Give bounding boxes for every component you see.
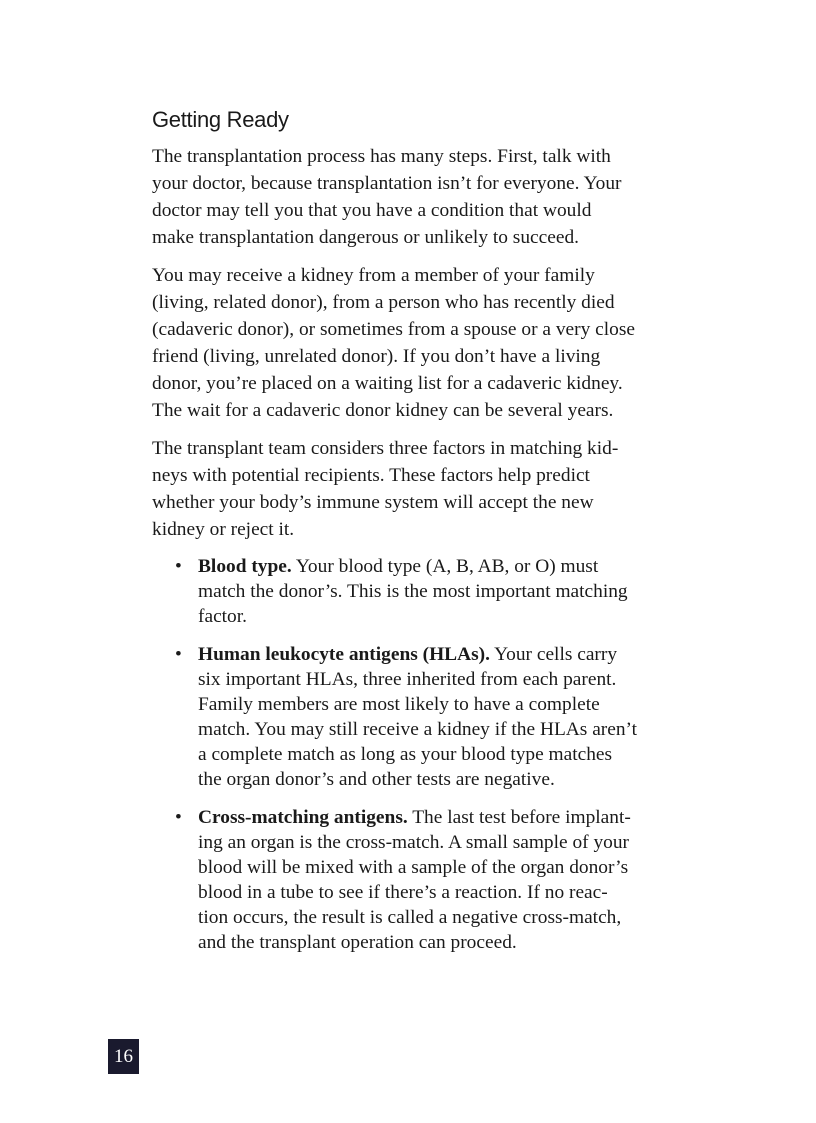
- paragraph-intro: The transplantation process has many steps. First, talk with your doctor, because transplantation isn’t for everyone. Your doctor may tell you that you have a condition that would make transplantation dangerous or unlikely to succeed.: [152, 146, 622, 248]
- page-number-badge: 16: [108, 1039, 139, 1074]
- paragraph-factors: The transplant team considers three factors in matching kid- neys with potential recipients. These factors help predict whether your body’s immune system will accept the new kidney or reject it.: [152, 438, 619, 540]
- term-cross-matching: Cross-matching antigens.: [198, 807, 408, 828]
- matching-factors-list: [152, 554, 672, 955]
- list-item-hla: [175, 642, 672, 792]
- text-blood-type: Your blood type (A, B, AB, or O) must match the donor’s. This is the most important matching factor.: [198, 556, 628, 627]
- section-heading: Getting Ready: [152, 107, 289, 132]
- bullet-icon: •: [175, 644, 182, 665]
- list-item-blood-type: [175, 554, 672, 629]
- paragraph-donors: You may receive a kidney from a member of your family (living, related donor), from a person who has recently died (cadaveric donor), or sometimes from a spouse or a very close friend (living, unrelated donor). If you don’t have a living donor, you’re placed on a waiting list for a cadaveric kidney. The wait for a cadaveric donor kidney can be several years.: [152, 265, 635, 421]
- list-item-cross-matching: [175, 805, 672, 955]
- bullet-icon: •: [175, 556, 182, 577]
- text-cross-matching: The last test before implant- ing an organ is the cross-match. A small sample of your blood will be mixed with a sample of the organ donor’s blood in a tube to see if there’s a reaction. If no reac- tion occurs, the result is called a negative cross-match, and the transplant operation can proceed.: [198, 807, 631, 953]
- term-hla: Human leukocyte antigens (HLAs).: [198, 644, 490, 665]
- term-blood-type: Blood type.: [198, 556, 292, 577]
- bullet-icon: •: [175, 807, 182, 828]
- text-hla: Your cells carry six important HLAs, three inherited from each parent. Family members are most likely to have a complete match. You may still receive a kidney if the HLAs aren’t a complete match as long as your blood type matches the organ donor’s and other tests are negative.: [198, 644, 638, 790]
- page-content: [152, 104, 672, 968]
